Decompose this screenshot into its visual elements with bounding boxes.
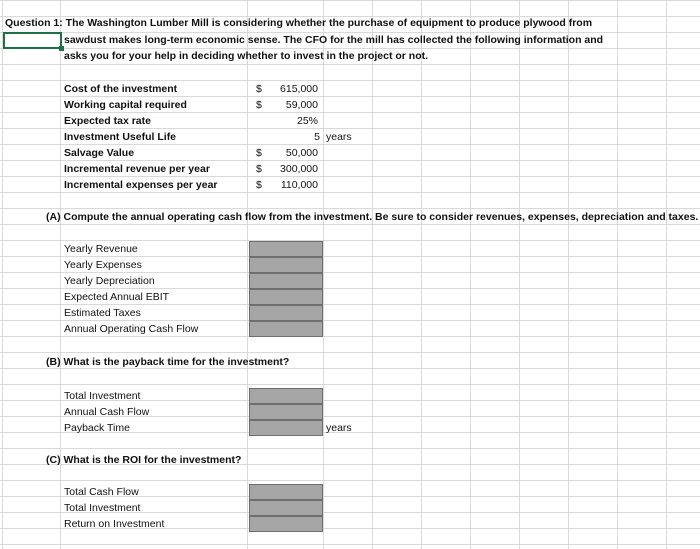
answer-input-cell[interactable] — [249, 257, 323, 273]
input-label: Incremental expenses per year — [64, 179, 218, 191]
answer-input-cell[interactable] — [249, 500, 323, 516]
answer-input-cell[interactable] — [249, 516, 323, 532]
part-a-row-label: Yearly Revenue — [64, 243, 138, 255]
input-label: Working capital required — [64, 99, 187, 111]
input-label: Salvage Value — [64, 147, 135, 159]
input-label: Expected tax rate — [64, 115, 151, 127]
question-line-3: asks you for your help in deciding whether to invest in the project or not. — [64, 50, 429, 62]
input-value[interactable]: 5 — [314, 131, 320, 143]
answer-input-cell[interactable] — [249, 404, 323, 420]
part-a-heading: (A) Compute the annual operating cash flow from the investment. Be sure to consider revenues, expenses, depreciation and taxes. — [46, 211, 699, 223]
input-label: Investment Useful Life — [64, 131, 177, 143]
part-b-row-label: Total Investment — [64, 390, 141, 402]
part-c-row-label: Total Investment — [64, 502, 141, 514]
input-currency: $ — [256, 99, 262, 111]
answer-input-cell[interactable] — [249, 484, 323, 500]
input-value[interactable]: 25% — [296, 115, 318, 127]
selected-cell[interactable] — [3, 32, 62, 49]
input-label: Incremental revenue per year — [64, 163, 210, 175]
part-c-row-label: Total Cash Flow — [64, 486, 139, 498]
answer-input-cell[interactable] — [249, 420, 323, 436]
answer-input-cell[interactable] — [249, 273, 323, 289]
part-a-row-label: Yearly Expenses — [64, 259, 142, 271]
input-unit: years — [326, 131, 352, 143]
answer-input-cell[interactable] — [249, 321, 323, 337]
part-b-heading: (B) What is the payback time for the investment? — [46, 356, 290, 368]
part-b-row-label: Payback Time — [64, 422, 130, 434]
input-value[interactable]: 50,000 — [285, 147, 318, 159]
input-currency: $ — [256, 83, 262, 95]
payback-unit: years — [326, 422, 352, 434]
part-a-row-label: Yearly Depreciation — [64, 275, 155, 287]
input-value[interactable]: 110,000 — [280, 179, 318, 191]
part-c-heading: (C) What is the ROI for the investment? — [46, 454, 242, 466]
question-line-1: Question 1: The Washington Lumber Mill is considering whether the purchase of equipment to produce plywood from — [5, 17, 593, 29]
answer-input-cell[interactable] — [249, 241, 323, 257]
part-b-row-label: Annual Cash Flow — [64, 406, 150, 418]
input-label: Cost of the investment — [64, 83, 178, 95]
input-value[interactable]: 300,000 — [280, 163, 318, 175]
answer-input-cell[interactable] — [249, 305, 323, 321]
input-currency: $ — [256, 163, 262, 175]
input-value[interactable]: 615,000 — [280, 83, 318, 95]
input-value[interactable]: 59,000 — [285, 99, 318, 111]
part-c-row-label: Return on Investment — [64, 518, 165, 530]
answer-input-cell[interactable] — [249, 388, 323, 404]
part-a-row-label: Expected Annual EBIT — [64, 291, 170, 303]
part-a-row-label: Annual Operating Cash Flow — [64, 323, 199, 335]
input-currency: $ — [256, 179, 262, 191]
input-currency: $ — [256, 147, 262, 159]
question-line-2: sawdust makes long-term economic sense. The CFO for the mill has collected the following information and — [64, 34, 604, 46]
answer-input-cell[interactable] — [249, 289, 323, 305]
part-a-row-label: Estimated Taxes — [64, 307, 141, 319]
